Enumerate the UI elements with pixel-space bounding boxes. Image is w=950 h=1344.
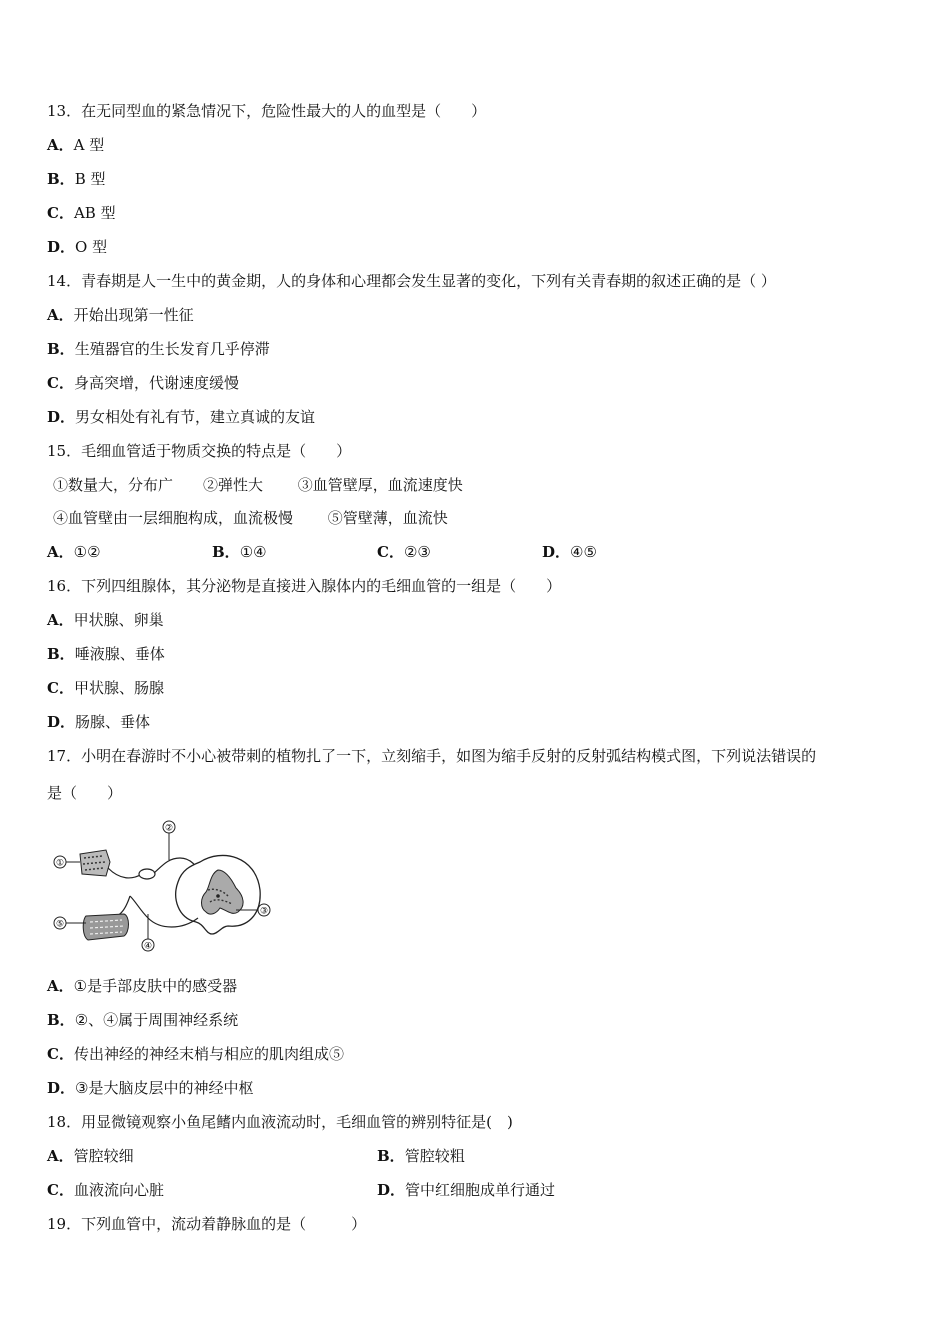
- option-letter: A．: [47, 611, 74, 629]
- label-3: [258, 904, 270, 917]
- question-17-stem-line-2: 是（ ）: [47, 784, 123, 802]
- option-text: 生殖器官的生长发育几乎停滞: [74, 340, 270, 358]
- label-4: [142, 939, 154, 952]
- q15-items-line-1: ①数量大，分布广 ②弹性大 ③血管壁厚，血流速度快: [53, 476, 463, 494]
- option-text: ①④: [239, 543, 267, 561]
- question-14-stem: 14．青春期是人一生中的黄金期，人的身体和心理都会发生显著的变化，下列有关青春期的叙述正确的是（ ）: [47, 272, 776, 290]
- option-letter: B．: [47, 645, 75, 663]
- q13-option-d[interactable]: [47, 237, 107, 257]
- option-text: 男女相处有礼有节，建立真诚的友谊: [75, 408, 316, 426]
- option-text: O 型: [75, 238, 108, 256]
- option-letter: B．: [377, 1147, 405, 1165]
- q17-option-a[interactable]: [47, 976, 237, 996]
- option-letter: D．: [47, 713, 76, 731]
- option-letter: D．: [542, 543, 571, 561]
- option-text: A 型: [73, 136, 105, 154]
- question-13-stem: 13．在无同型血的紧急情况下，危险性最大的人的血型是（ ）: [47, 102, 487, 120]
- option-letter: A．: [47, 543, 74, 561]
- option-letter: B．: [47, 170, 75, 188]
- q18-options-row-1: [47, 1146, 907, 1166]
- option-letter: A．: [47, 1147, 74, 1165]
- q13-option-b[interactable]: [47, 169, 105, 189]
- option-text: 甲状腺、肠腺: [73, 679, 164, 697]
- question-17-stem-line-1: 17．小明在春游时不小心被带刺的植物扎了一下，立刻缩手，如图为缩手反射的反射弧结构模式图，下列说法错误的: [47, 747, 817, 765]
- option-text: 传出神经的神经末梢与相应的肌肉组成⑤: [73, 1045, 344, 1063]
- option-text: ①是手部皮肤中的感受器: [73, 977, 238, 995]
- reflex-arc-diagram: [50, 818, 274, 954]
- svg-text:⑤: ⑤: [55, 919, 65, 930]
- option-letter: C．: [47, 679, 74, 697]
- q14-option-c[interactable]: [47, 373, 239, 393]
- option-letter: B．: [47, 340, 75, 358]
- option-text: B 型: [74, 170, 106, 188]
- option-letter: C．: [377, 543, 404, 561]
- q15-options-row: [47, 542, 907, 562]
- option-text: ②③: [403, 543, 431, 561]
- option-text: AB 型: [73, 204, 116, 222]
- q14-option-d[interactable]: [47, 407, 315, 427]
- q17-option-d[interactable]: [47, 1078, 253, 1098]
- svg-text:④: ④: [143, 941, 153, 952]
- q18-option-b[interactable]: [377, 1146, 465, 1166]
- option-text: ④⑤: [570, 543, 597, 561]
- option-letter: A．: [47, 136, 74, 154]
- q16-option-a[interactable]: [47, 610, 164, 630]
- option-text: 开始出现第一性征: [73, 306, 194, 324]
- option-letter: A．: [47, 306, 74, 324]
- option-letter: C．: [47, 1045, 74, 1063]
- q15-option-d[interactable]: [542, 542, 597, 562]
- option-letter: D．: [377, 1181, 406, 1199]
- spinal-cord: [176, 855, 260, 934]
- option-text: ②、④属于周围神经系统: [74, 1011, 239, 1029]
- q16-option-c[interactable]: [47, 678, 164, 698]
- afferent-nerve: [108, 868, 142, 878]
- option-letter: D．: [47, 1079, 76, 1097]
- label-5: [54, 917, 66, 930]
- receptor-skin: [80, 850, 110, 876]
- q16-option-b[interactable]: [47, 644, 165, 664]
- question-18-stem: 18．用显微镜观察小鱼尾鳍内血液流动时，毛细血管的辨别特征是( ): [47, 1113, 513, 1131]
- option-text: 管中红细胞成单行通过: [405, 1181, 556, 1199]
- option-letter: C．: [47, 204, 74, 222]
- q15-items-line-2: ④血管壁由一层细胞构成，血流极慢 ⑤管壁薄，血流快: [53, 509, 448, 527]
- ganglion: [139, 869, 155, 879]
- option-text: 肠腺、垂体: [75, 713, 151, 731]
- option-letter: C．: [47, 374, 74, 392]
- q16-option-d[interactable]: [47, 712, 150, 732]
- option-text: ①②: [73, 543, 101, 561]
- option-text: 管腔较粗: [404, 1147, 465, 1165]
- q17-option-c[interactable]: [47, 1044, 344, 1064]
- svg-text:③: ③: [259, 906, 269, 917]
- q13-option-a[interactable]: [47, 135, 104, 155]
- q18-option-d[interactable]: [377, 1180, 555, 1200]
- option-letter: D．: [47, 238, 76, 256]
- option-text: 身高突增，代谢速度缓慢: [73, 374, 239, 392]
- svg-text:②: ②: [164, 823, 174, 834]
- svg-text:①: ①: [55, 858, 65, 869]
- reflex-arc-svg: [50, 818, 274, 954]
- option-letter: A．: [47, 977, 74, 995]
- effector-muscle: [83, 914, 128, 940]
- q15-option-a[interactable]: [47, 542, 101, 562]
- option-letter: B．: [212, 543, 240, 561]
- option-letter: B．: [47, 1011, 75, 1029]
- q15-option-c[interactable]: [377, 542, 431, 562]
- q13-option-c[interactable]: [47, 203, 116, 223]
- q17-option-b[interactable]: [47, 1010, 238, 1030]
- q14-option-b[interactable]: [47, 339, 270, 359]
- option-text: 血液流向心脏: [73, 1181, 164, 1199]
- question-15-stem: 15．毛细血管适于物质交换的特点是（ ）: [47, 442, 352, 460]
- question-16-stem: 16．下列四组腺体，其分泌物是直接进入腺体内的毛细血管的一组是（ ）: [47, 577, 562, 595]
- label-1: [54, 856, 66, 869]
- option-letter: C．: [47, 1181, 74, 1199]
- option-letter: D．: [47, 408, 76, 426]
- label-2: [163, 821, 175, 834]
- q14-option-a[interactable]: [47, 305, 194, 325]
- option-text: ③是大脑皮层中的神经中枢: [75, 1079, 254, 1097]
- question-19-stem: 19．下列血管中，流动着静脉血的是（ ）: [47, 1215, 367, 1233]
- q18-options-row-2: [47, 1180, 907, 1200]
- q18-option-c[interactable]: [47, 1180, 164, 1200]
- option-text: 甲状腺、卵巢: [73, 611, 164, 629]
- option-text: 管腔较细: [73, 1147, 134, 1165]
- option-text: 唾液腺、垂体: [74, 645, 165, 663]
- q15-option-b[interactable]: [212, 542, 267, 562]
- q18-option-a[interactable]: [47, 1146, 134, 1166]
